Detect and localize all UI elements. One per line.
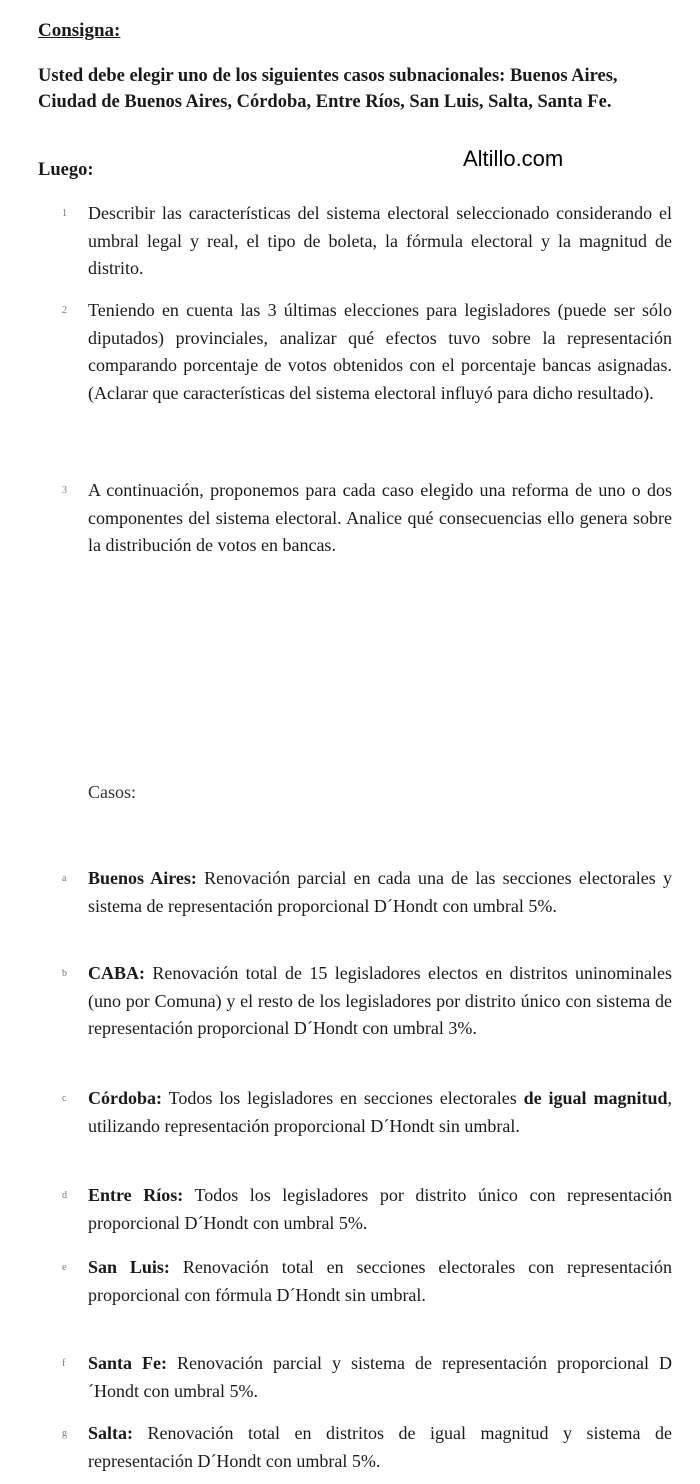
case-marker: g [62, 1428, 67, 1439]
case-title: Buenos Aires: [88, 868, 197, 888]
case-item-buenos-aires [62, 865, 672, 920]
case-text: Todos los legisladores en secciones electorales [168, 1088, 517, 1108]
task-text: A continuación, proponemos para cada caso elegido una reforma de uno o dos componentes del sistema electoral. Analice qué consecuencias ello genera sobre la distribución de votos en bancas. [88, 480, 672, 555]
task-text: Describir las características del sistema electoral seleccionado considerando el umbral legal y real, el tipo de boleta, la fórmula electoral y la magnitud de distrito. [88, 203, 672, 278]
watermark: Altillo.com [463, 146, 564, 171]
luego-label: Luego: [38, 160, 94, 180]
case-marker: e [62, 1262, 67, 1273]
task-marker: 2 [62, 305, 67, 316]
case-title: Salta: [88, 1423, 133, 1443]
case-title: Córdoba: [88, 1088, 163, 1108]
case-marker: b [62, 968, 67, 979]
case-text-continued: , utilizando representación proporcional D´Hondt sin umbral. [88, 1088, 672, 1136]
task-marker: 1 [62, 208, 67, 219]
casos-label: Casos: [88, 782, 137, 802]
case-text: Renovación total en secciones electorales con representación proporcional con fórmula D´Hondt sin umbral. [88, 1257, 673, 1305]
case-marker: f [62, 1358, 66, 1369]
case-title: San Luis: [88, 1257, 170, 1277]
case-title: Entre Ríos: [88, 1185, 184, 1205]
case-marker: c [62, 1093, 67, 1104]
case-item-san-luis [62, 1254, 673, 1309]
case-text: Renovación total de 15 legisladores electos en distritos uninominales (uno por Comuna) y el resto de los legisladores por distrito único con sistema de representación proporcional D´Hondt con umbral 3%. [88, 963, 673, 1038]
intro-paragraph: Usted debe elegir uno de los siguientes casos subnacionales: Buenos Aires, Ciudad de Buenos Aires, Córdoba, Entre Ríos, San Luis, Salta, Santa Fe. [38, 66, 618, 112]
case-item-salta [62, 1420, 673, 1475]
case-item-cordoba [62, 1085, 672, 1140]
case-text: Renovación parcial y sistema de representación proporcional D´Hondt con umbral 5%. [88, 1353, 673, 1401]
case-title: Santa Fe: [88, 1353, 168, 1373]
task-item-2 [62, 297, 672, 407]
task-text: Teniendo en cuenta las 3 últimas elecciones para legisladores (puede ser sólo diputados) provinciales, analizar qué efectos tuvo sobre la representación comparando porcentaje de votos obtenidos con el porcentaje bancas asignadas. (Aclarar que características del sistema electoral influyó para dicho resultado). [88, 300, 672, 403]
case-marker: d [62, 1190, 67, 1201]
task-item-1 [62, 200, 672, 283]
case-marker: a [62, 873, 67, 884]
case-item-caba [62, 960, 673, 1043]
case-item-santa-fe [62, 1350, 673, 1405]
task-marker: 3 [62, 485, 67, 496]
case-title: CABA: [88, 963, 145, 983]
case-highlight: de igual magnitud [523, 1088, 668, 1108]
case-item-entre-rios [62, 1182, 672, 1237]
case-text: Todos los legisladores por distrito único con representación proporcional D´Hondt con umbral 5%. [88, 1185, 672, 1233]
case-text: Renovación total en distritos de igual magnitud y sistema de representación D´Hondt con umbral 5%. [88, 1423, 673, 1471]
consigna-heading: Consigna: [38, 20, 121, 41]
task-item-3 [62, 477, 672, 560]
case-text: Renovación parcial en cada una de las secciones electorales y sistema de representación proporcional D´Hondt con umbral 5%. [88, 868, 672, 916]
